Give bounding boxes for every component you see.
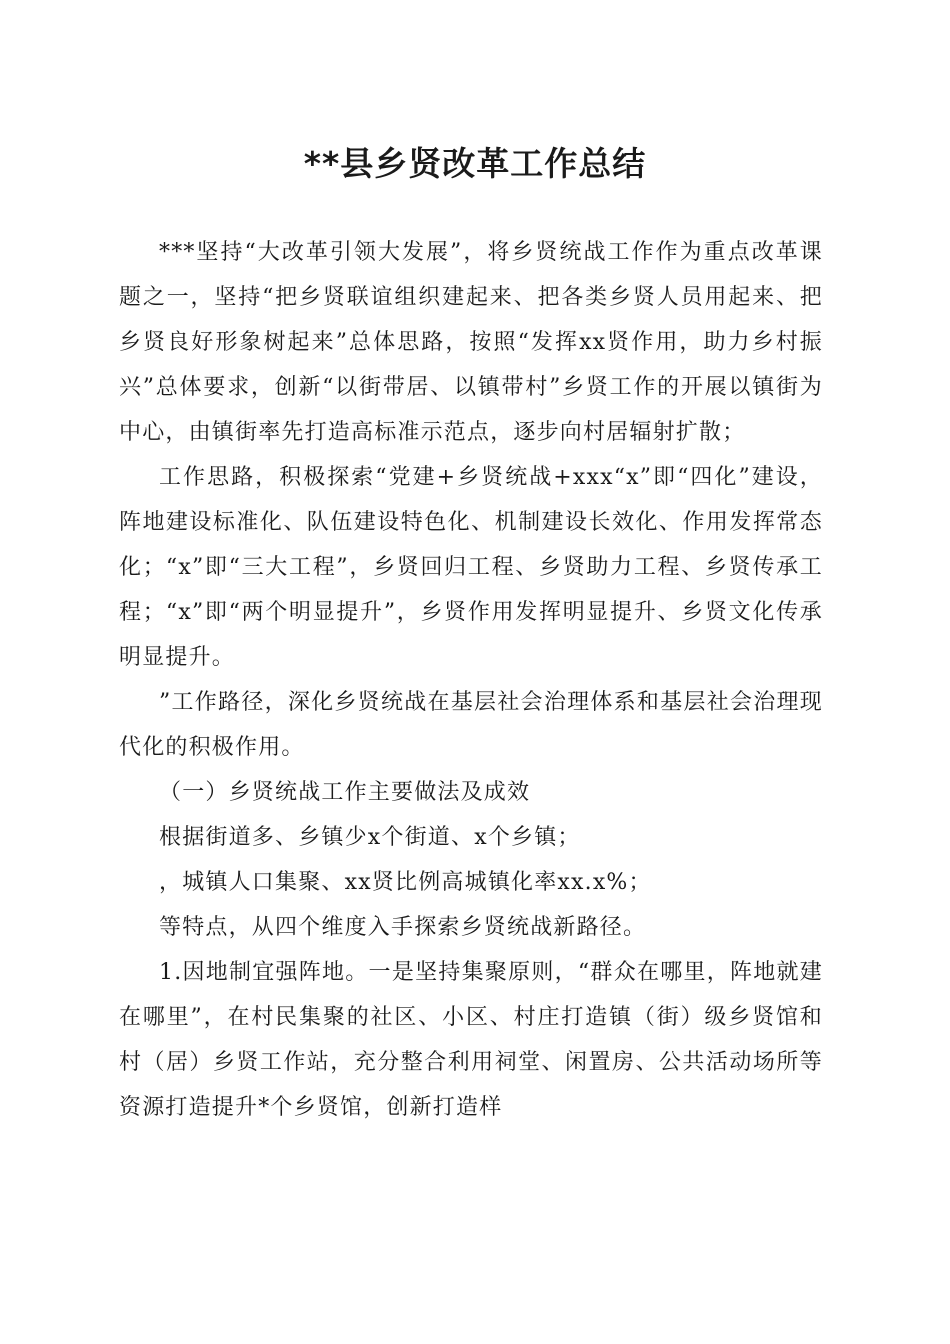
- paragraph-work-ideas: 工作思路，积极探索“党建+乡贤统战+xxx“x”即“四化”建设，阵地建设标准化、队伍建设特色化、机制建设长效化、作用发挥常态化；“x”即“三大工程”，乡贤回归工程、乡贤助力工程、乡贤传承工程；“x”即“两个明显提升”，乡贤作用发挥明显提升、乡贤文化传承明显提升。: [119, 465, 823, 670]
- document-body: [119, 230, 823, 1130]
- section-heading: （一）乡贤统战工作主要做法及成效: [159, 780, 531, 805]
- paragraph-streets: 根据街道多、乡镇少x个街道、x个乡镇；: [159, 825, 581, 850]
- paragraph-four-dimensions: 等特点，从四个维度入手探索乡贤统战新路径。: [159, 915, 647, 940]
- paragraph-work-path: ”工作路径，深化乡贤统战在基层社会治理体系和基层社会治理现代化的积极作用。: [119, 690, 823, 760]
- paragraph-point-1: 1.因地制宜强阵地。一是坚持集聚原则，“群众在哪里，阵地就建在哪里”，在村民集聚的社区、小区、村庄打造镇（街）级乡贤馆和村（居）乡贤工作站，充分整合利用祠堂、闲置房、公共活动场所等资源打造提升*个乡贤馆，创新打造样: [119, 960, 823, 1120]
- paragraph-intro: ***坚持“大改革引领大发展”，将乡贤统战工作作为重点改革课题之一，坚持“把乡贤联谊组织建起来、把各类乡贤人员用起来、把乡贤良好形象树起来”总体思路，按照“发挥xx贤作用，助力乡村振兴”总体要求，创新“以街带居、以镇带村”乡贤工作的开展以镇街为中心，由镇街率先打造高标准示范点，逐步向村居辐射扩散；: [119, 240, 823, 445]
- document-title: **县乡贤改革工作总结: [303, 144, 647, 183]
- paragraph-urbanization: ，城镇人口集聚、xx贤比例高城镇化率xx.x%；: [159, 870, 652, 895]
